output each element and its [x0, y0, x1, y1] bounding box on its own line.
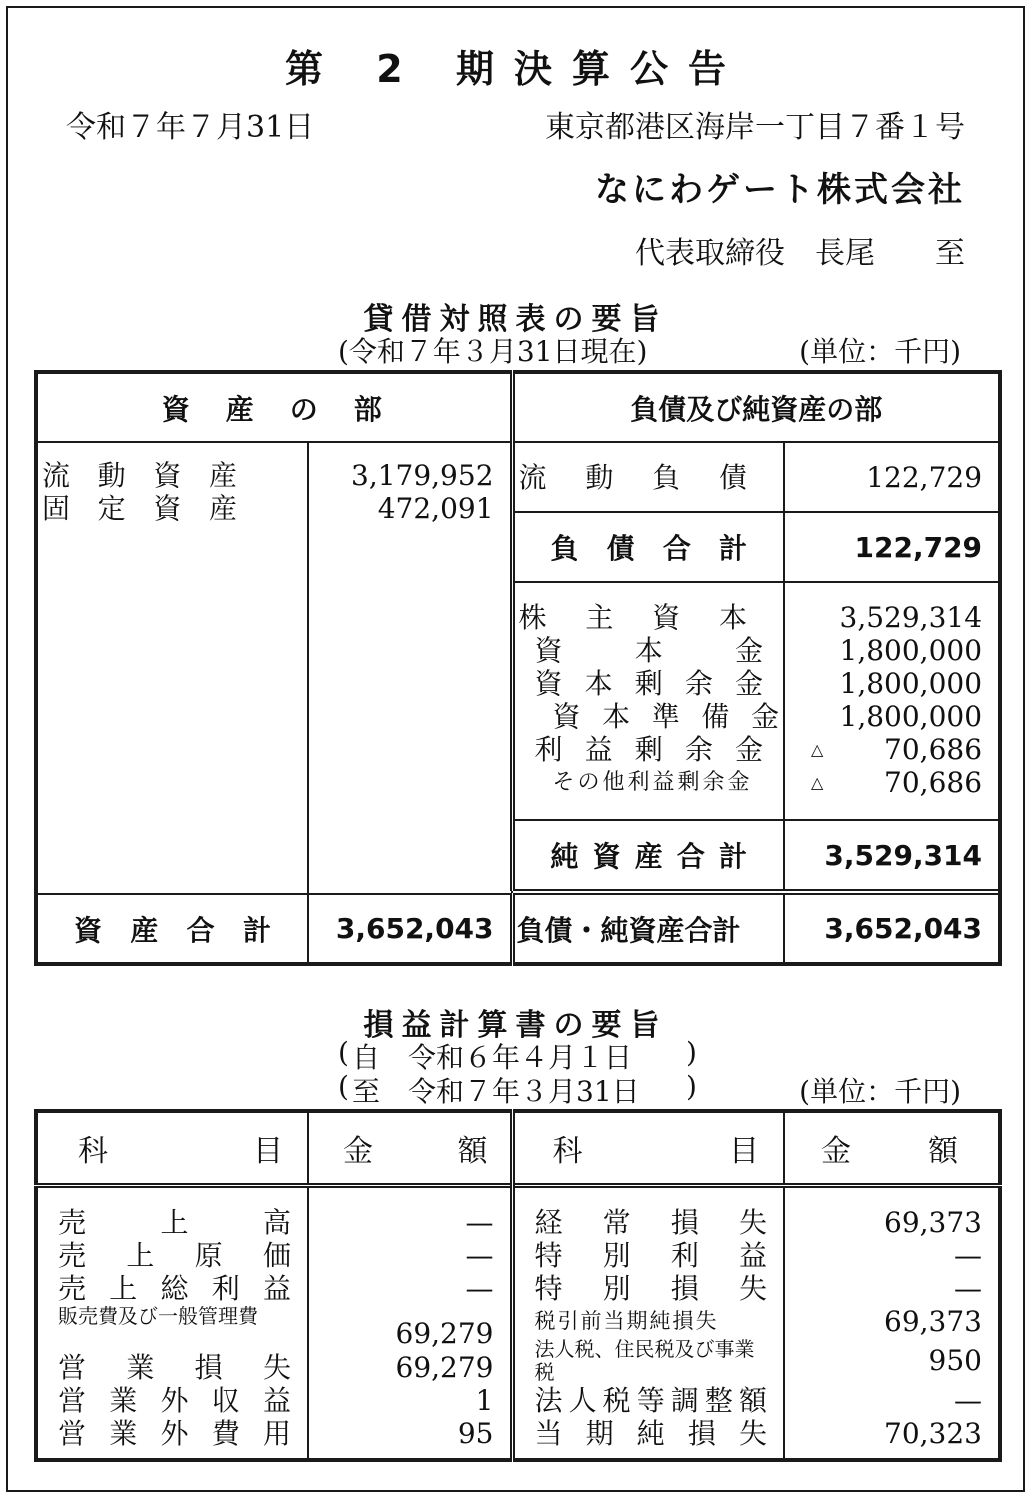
cost-of-sales-value: —	[465, 1238, 494, 1272]
net-loss-label: 当期純損失	[534, 1416, 767, 1450]
pretax-loss-label: 税引前当期純損失	[534, 1308, 719, 1333]
notice-title: 第 2 期決算公告	[285, 47, 746, 91]
company-name: なにわゲート株式会社	[595, 170, 965, 210]
balance-sheet-unit: (単位：千円)	[799, 335, 961, 368]
sga-label: 販売費及び一般管理費	[58, 1303, 258, 1328]
col-item-right: 科 目	[552, 1133, 759, 1169]
current-assets-value: 3,179,952	[351, 459, 494, 492]
non-operating-expenses-label: 営業外費用	[58, 1416, 291, 1450]
current-liabilities-value: 122,729	[866, 461, 983, 494]
other-retained-earnings-label: その他利益剰余金	[552, 770, 753, 795]
period-paren-left: (	[338, 1036, 349, 1069]
net-loss-value: 70,323	[884, 1416, 982, 1450]
period-paren-left-2: (	[338, 1070, 349, 1103]
income-statement-table	[34, 1109, 1002, 1462]
balance-sheet-title: 貸借対照表の要旨	[363, 302, 668, 337]
liabilities-total-label: 負債合計	[550, 532, 748, 565]
tax-adjustment-label: 法人税等調整額	[534, 1383, 767, 1417]
fixed-assets-label: 固定資産	[42, 492, 237, 525]
shareholders-equity-value: 3,529,314	[839, 601, 983, 634]
company-address: 東京都港区海岸一丁目７番１号	[545, 110, 965, 145]
retained-earnings-label: 利益剰余金	[534, 733, 764, 766]
col-amount-left: 金 額	[343, 1133, 488, 1169]
net-assets-total-label: 純資産合計	[550, 840, 748, 873]
notice-date: 令和７年７月31日	[66, 110, 315, 145]
sales-label: 売上高	[58, 1205, 291, 1239]
col-item-left: 科 目	[78, 1133, 283, 1169]
operating-loss-label: 営業損失	[58, 1350, 291, 1384]
period-paren-right-2: )	[686, 1070, 697, 1103]
extraordinary-loss-label: 特別損失	[534, 1271, 767, 1305]
income-taxes-label: 法人税、住民税及び事業税	[534, 1336, 755, 1384]
current-liabilities-label: 流動負債	[518, 461, 748, 494]
non-operating-expenses-value: 95	[457, 1416, 494, 1450]
period-to: 至 令和７年３月31日	[352, 1075, 640, 1108]
non-operating-income-label: 営業外収益	[58, 1383, 291, 1417]
negative-sign-other-retained: △	[811, 773, 824, 792]
liab-net-total-label: 負債・純資産合計	[516, 913, 741, 947]
fixed-assets-value: 472,091	[377, 492, 494, 525]
current-assets-label: 流動資産	[42, 459, 237, 492]
representative: 代表取締役 長尾 至	[635, 236, 965, 271]
sales-value: —	[465, 1205, 494, 1239]
shareholders-equity-label: 株主資本	[518, 601, 748, 634]
extraordinary-income-value: —	[954, 1238, 982, 1272]
col-amount-right: 金 額	[821, 1133, 958, 1169]
balance-sheet-table	[34, 370, 1002, 966]
liabilities-total-value: 122,729	[784, 512, 1000, 582]
assets-total-label: 資産合計	[74, 913, 271, 947]
capital-reserve-value: 1,800,000	[839, 700, 983, 733]
retained-earnings-value: 70,686	[884, 733, 983, 766]
ordinary-loss-value: 69,373	[884, 1205, 982, 1239]
liab-net-total-value: 3,652,043	[784, 894, 1000, 964]
negative-sign-retained: △	[811, 740, 824, 759]
capital-surplus-label: 資本剰余金	[534, 667, 764, 700]
cost-of-sales-label: 売上原価	[58, 1238, 291, 1272]
ordinary-loss-label: 経常損失	[534, 1205, 767, 1239]
gross-profit-label: 売上総利益	[58, 1271, 291, 1305]
gross-profit-value: —	[465, 1271, 494, 1305]
income-statement-title: 損益計算書の要旨	[363, 1008, 668, 1043]
pretax-loss-value: 69,373	[884, 1304, 982, 1338]
tax-adjustment-value: —	[954, 1383, 982, 1417]
net-assets-total-value: 3,529,314	[784, 820, 1000, 890]
other-retained-earnings-value: 70,686	[884, 766, 983, 799]
income-statement-unit: (単位：千円)	[799, 1075, 961, 1108]
income-taxes-value: 950	[928, 1343, 982, 1377]
capital-stock-value: 1,800,000	[839, 634, 983, 667]
liabilities-header: 負債及び純資産の部	[512, 372, 1000, 442]
extraordinary-income-label: 特別利益	[534, 1238, 767, 1272]
sga-value: 69,279	[395, 1316, 494, 1350]
period-from: 自 令和６年４月１日	[352, 1041, 633, 1074]
assets-total-value: 3,652,043	[308, 894, 512, 964]
assets-header: 資 産 の 部	[36, 372, 512, 442]
capital-surplus-value: 1,800,000	[839, 667, 983, 700]
balance-sheet-date: (令和７年３月31日現在)	[338, 335, 648, 368]
capital-stock-label: 資 本 金	[534, 634, 764, 667]
period-paren-right: )	[686, 1036, 697, 1069]
extraordinary-loss-value: —	[954, 1271, 982, 1305]
non-operating-income-value: 1	[475, 1383, 494, 1417]
capital-reserve-label: 資本準備金	[552, 700, 780, 733]
operating-loss-value: 69,279	[395, 1350, 494, 1384]
